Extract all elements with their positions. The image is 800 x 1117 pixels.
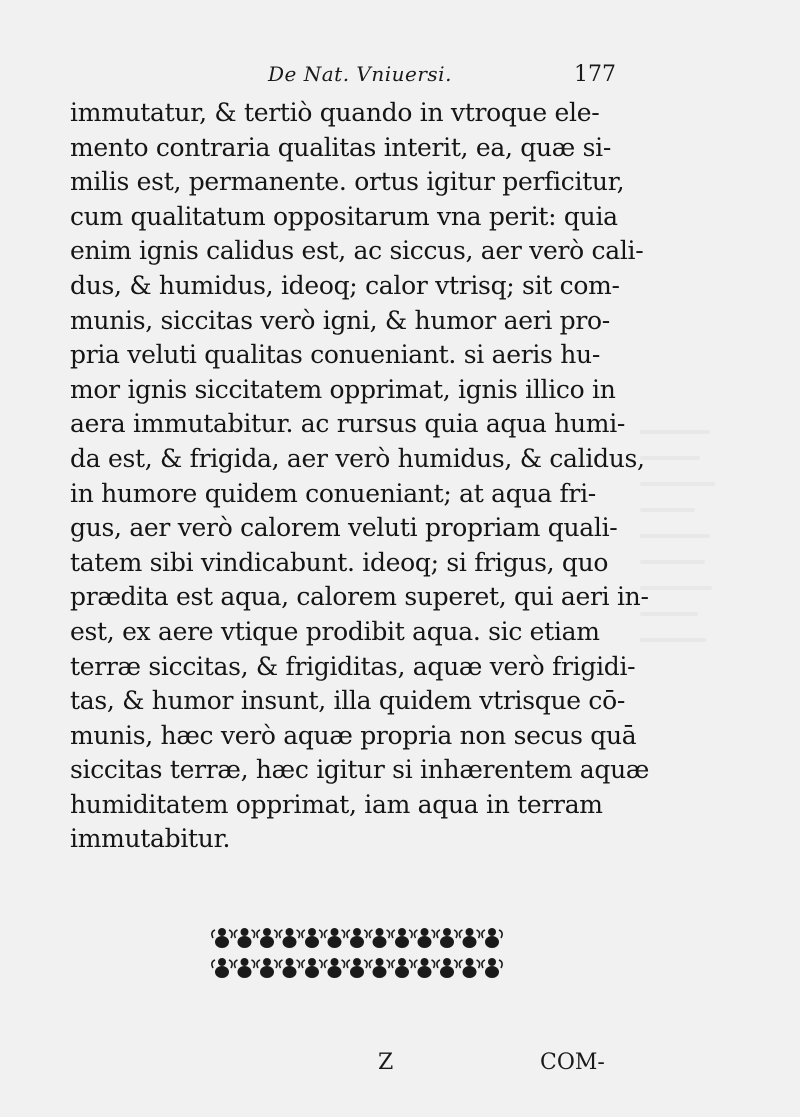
- fleuron-icon: [212, 958, 232, 978]
- fleuron-icon: [414, 928, 434, 948]
- fleuron-icon: [482, 928, 502, 948]
- fleuron-icon: [279, 928, 299, 948]
- text-line: immutatur, & tertiò quando in vtroque ele-: [70, 98, 600, 127]
- text-line: tatem sibi vindicabunt. ideoq; si frigus, quo: [70, 547, 609, 577]
- text-line: in humore quidem conueniant; at aqua fri-: [70, 478, 596, 508]
- text-line: dus, & humidus, ideoq; calor vtrisq; sit com-: [70, 270, 620, 300]
- fleuron-icon: [369, 958, 389, 978]
- fleuron-icon: [369, 928, 389, 948]
- text-line: milis est, permanente. ortus igitur perficitur,: [70, 167, 625, 197]
- fleuron-icon: [257, 958, 277, 978]
- fleuron-icon: [234, 928, 254, 948]
- text-line: munis, hæc verò aquæ propria non secus quā: [70, 720, 637, 750]
- fleuron-icon: [392, 928, 412, 948]
- body-text: [70, 96, 650, 857]
- bleed-through-marginalia: [640, 420, 730, 680]
- fleuron-icon: [257, 928, 277, 948]
- fleuron-icon: [347, 928, 367, 948]
- fleuron-icon: [279, 958, 299, 978]
- fleuron-icon: [212, 928, 232, 948]
- page-footer: [0, 1050, 800, 1080]
- fleuron-icon: [459, 928, 479, 948]
- text-line: mento contraria qualitas interit, ea, quæ si-: [70, 132, 611, 162]
- fleuron-icon: [392, 958, 412, 978]
- text-line: cum qualitatum oppositarum vna perit: quia: [70, 201, 618, 231]
- fleuron-icon: [234, 958, 254, 978]
- fleuron-icon: [437, 928, 457, 948]
- running-head: De Nat. Vniuersi.: [268, 62, 452, 86]
- text-line: prædita est aqua, calorem superet, qui aeri in-: [70, 582, 649, 612]
- text-line: aera immutabitur. ac rursus quia aqua humi-: [70, 409, 626, 439]
- text-line: pria veluti qualitas conueniant. si aeris hu-: [70, 340, 600, 370]
- text-line: da est, & frigida, aer verò humidus, & calidus,: [70, 443, 645, 473]
- text-line: mor ignis siccitatem opprimat, ignis illico in: [70, 374, 616, 404]
- signature-mark: Z: [378, 1050, 394, 1075]
- text-line: tas, & humor insunt, illa quidem vtrisque cō-: [70, 686, 625, 716]
- text-line: immutabitur.: [70, 824, 231, 854]
- text-line: enim ignis calidus est, ac siccus, aer verò cali-: [70, 236, 644, 266]
- text-line: humiditatem opprimat, iam aqua in terram: [70, 789, 603, 819]
- catchword: COM-: [540, 1050, 605, 1075]
- page-number: 177: [574, 62, 616, 87]
- fleuron-icon: [324, 928, 344, 948]
- fleuron-icon: [437, 958, 457, 978]
- fleuron-icon: [459, 958, 479, 978]
- fleuron-icon: [482, 958, 502, 978]
- fleuron-icon: [347, 958, 367, 978]
- text-line: gus, aer verò calorem veluti propriam quali-: [70, 513, 618, 543]
- page-header: [0, 58, 800, 98]
- fleuron-icon: [414, 958, 434, 978]
- text-line: terræ siccitas, & frigiditas, aquæ verò frigidi-: [70, 651, 636, 681]
- fleuron-icon: [302, 958, 322, 978]
- fleuron-icon: [324, 958, 344, 978]
- fleuron-ornament: [210, 922, 510, 984]
- text-line: siccitas terræ, hæc igitur si inhærentem aquæ: [70, 755, 650, 785]
- fleuron-icon: [302, 928, 322, 948]
- text-line: munis, siccitas verò igni, & humor aeri pro-: [70, 305, 610, 335]
- text-line: est, ex aere vtique prodibit aqua. sic etiam: [70, 616, 600, 646]
